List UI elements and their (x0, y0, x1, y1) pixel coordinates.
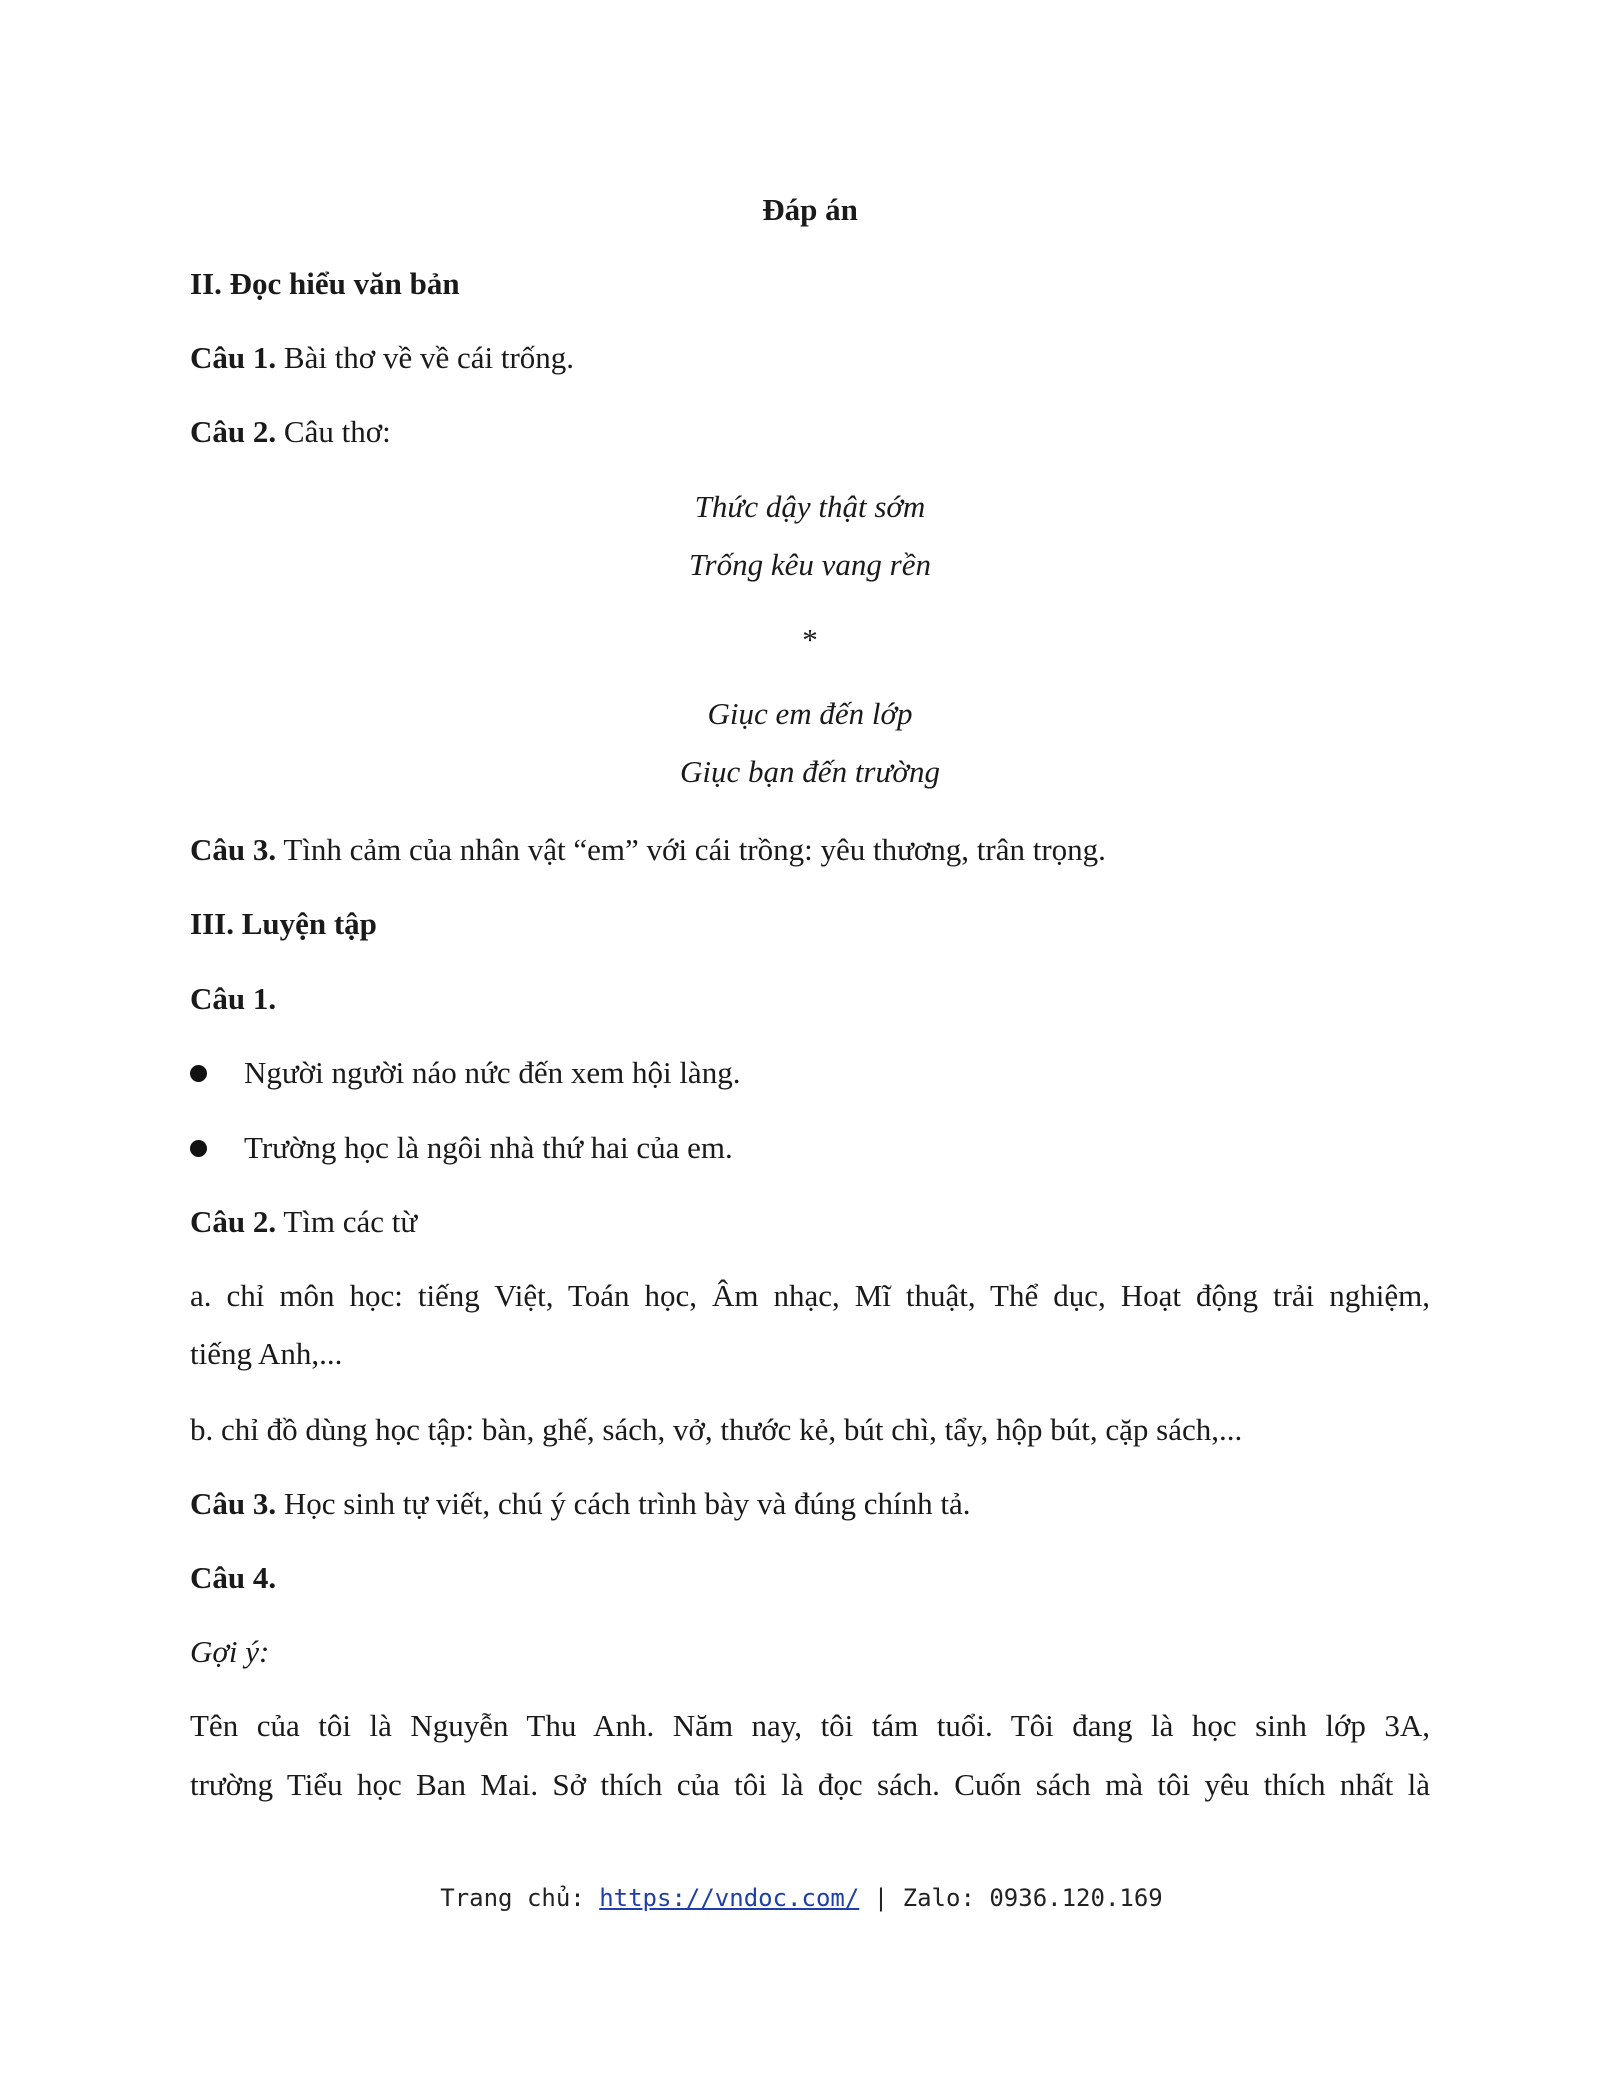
question-label: Câu 2. (190, 1204, 277, 1239)
bullet-item-1: Người người náo nức đến xem hội làng. (244, 1055, 741, 1090)
reading-question-2 (190, 412, 1430, 452)
footer-zalo: Zalo: 0936.120.169 (902, 1884, 1163, 1912)
poem-line-4: Giục bạn đến trường (680, 754, 940, 789)
sample-paragraph-line-1: Tên của tôi là Nguyễn Thu Anh. Năm nay, tôi tám tuổi. Tôi đang là học sinh lớp 3A, (190, 1708, 1430, 1743)
poem-stanza-separator: * (802, 622, 818, 657)
footer-separator: | (859, 1884, 903, 1912)
reading-question-3 (190, 830, 1430, 870)
poem-line-2: Trống kêu vang rền (689, 547, 931, 582)
bullet-icon (190, 1140, 207, 1157)
answer-b: b. chỉ đồ dùng học tập: bàn, ghế, sách, vở, thước kẻ, bút chì, tẩy, hộp bút, cặp sách,... (190, 1412, 1243, 1447)
bullet-icon (190, 1065, 207, 1082)
answer-a-line-2: tiếng Anh,... (190, 1336, 343, 1371)
question-label: Câu 2. (190, 414, 277, 449)
practice-question-1-label: Câu 1. (190, 981, 277, 1016)
practice-question-4-label: Câu 4. (190, 1560, 277, 1595)
section-heading-reading: II. Đọc hiểu văn bản (190, 266, 460, 301)
answer-a-line-1: a. chỉ môn học: tiếng Việt, Toán học, Âm nhạc, Mĩ thuật, Thể dục, Hoạt động trải nghiệm, (190, 1278, 1430, 1313)
question-answer: Câu thơ: (276, 414, 391, 449)
bullet-item-2: Trường học là ngôi nhà thứ hai của em. (244, 1130, 733, 1165)
section-heading-practice: III. Luyện tập (190, 906, 377, 941)
footer-prefix: Trang chủ: (440, 1884, 600, 1912)
page-footer (0, 1882, 1603, 1914)
homepage-link[interactable]: https://vndoc.com/ (599, 1884, 860, 1912)
poem-line-1: Thức dậy thật sớm (694, 489, 926, 524)
practice-question-3 (190, 1484, 1430, 1524)
question-label: Câu 3. (190, 832, 277, 867)
question-answer: Tìm các từ (276, 1204, 418, 1239)
question-answer: Tình cảm của nhân vật “em” với cái trồng: yêu thương, trân trọng. (276, 832, 1106, 867)
hint-label: Gợi ý: (190, 1634, 270, 1669)
reading-question-1 (190, 338, 1430, 378)
question-answer: Bài thơ về về cái trống. (276, 340, 575, 375)
page-title: Đáp án (762, 192, 858, 227)
poem-line-3: Giục em đến lớp (707, 696, 913, 731)
sample-paragraph-line-2: trường Tiểu học Ban Mai. Sở thích của tôi là đọc sách. Cuốn sách mà tôi yêu thích nhất là (190, 1767, 1430, 1802)
question-label: Câu 1. (190, 340, 277, 375)
practice-question-2 (190, 1202, 1430, 1242)
question-answer: Học sinh tự viết, chú ý cách trình bày và đúng chính tả. (276, 1486, 971, 1521)
question-label: Câu 3. (190, 1486, 277, 1521)
